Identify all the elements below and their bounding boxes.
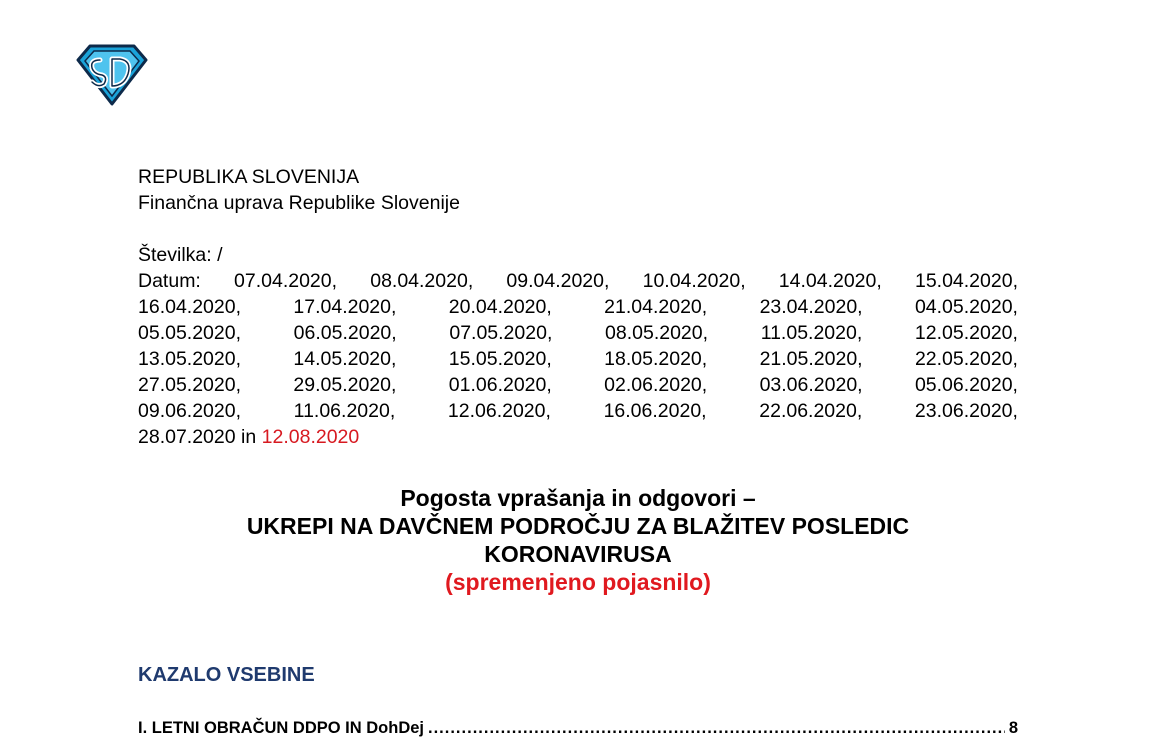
datum-value: 02.06.2020, <box>604 374 708 396</box>
title-line: KORONAVIRUSA <box>484 541 672 567</box>
datum-value: 05.05.2020, <box>138 322 242 344</box>
datum-connector: in <box>241 426 257 448</box>
datum-value: 11.05.2020, <box>760 322 863 344</box>
datum-value: 01.06.2020, <box>448 374 552 396</box>
datum-row <box>138 398 1018 424</box>
datum-value: 15.04.2020, <box>914 270 1018 292</box>
datum-value: 10.04.2020, <box>642 270 746 292</box>
datum-value: 14.04.2020, <box>778 270 882 292</box>
datum-value: 09.04.2020, <box>506 270 610 292</box>
datum-value: 12.06.2020, <box>447 400 551 422</box>
datum-label: Datum: <box>138 270 201 292</box>
datum-value: 17.04.2020, <box>293 296 397 318</box>
datum-value: 21.04.2020, <box>604 296 708 318</box>
datum-latest: 12.08.2020 <box>261 426 360 448</box>
datum-row <box>138 268 1018 294</box>
datum-value: 22.06.2020, <box>759 400 863 422</box>
toc-dot-leader <box>428 719 1005 738</box>
title-note: (spremenjeno pojasnilo) <box>445 569 711 595</box>
datum-value: 29.05.2020, <box>293 374 397 396</box>
datum-value: 12.05.2020, <box>914 322 1018 344</box>
datum-value: 13.05.2020, <box>138 348 242 370</box>
datum-value: 27.05.2020, <box>138 374 242 396</box>
datum-row <box>138 294 1018 320</box>
datum-value: 06.05.2020, <box>293 322 397 344</box>
datum-value: 04.05.2020, <box>914 296 1018 318</box>
header-block <box>138 164 1018 216</box>
datum-last-line <box>138 424 1018 450</box>
stevilka-label: Številka: <box>138 244 212 266</box>
document-title <box>138 484 1018 596</box>
datum-value: 11.06.2020, <box>293 400 396 422</box>
toc-entry-page: 8 <box>1008 719 1018 737</box>
toc-entry-label: I. LETNI OBRAČUN DDPO IN DohDej <box>138 719 425 737</box>
datum-value: 07.05.2020, <box>449 322 553 344</box>
datum-value: 03.06.2020, <box>759 374 863 396</box>
datum-value: 08.04.2020, <box>370 270 474 292</box>
datum-value: 16.04.2020, <box>138 296 242 318</box>
title-line: Pogosta vprašanja in odgovori – <box>400 485 756 511</box>
datum-row <box>138 372 1018 398</box>
datum-value: 05.06.2020, <box>914 374 1018 396</box>
datum-value: 07.04.2020, <box>234 270 338 292</box>
datum-value: 28.07.2020 <box>138 426 236 448</box>
sd-diamond-logo <box>76 44 148 106</box>
datum-value: 15.05.2020, <box>448 348 552 370</box>
document-meta <box>138 242 1018 450</box>
header-line-fu: Finančna uprava Republike Slovenije <box>138 192 460 214</box>
datum-value: 22.05.2020, <box>914 348 1018 370</box>
datum-value: 21.05.2020, <box>759 348 863 370</box>
datum-row <box>138 346 1018 372</box>
datum-value: 09.06.2020, <box>138 400 242 422</box>
stevilka-line <box>138 242 1018 268</box>
datum-value: 14.05.2020, <box>293 348 397 370</box>
header-line-republika: REPUBLIKA SLOVENIJA <box>138 166 360 188</box>
datum-value: 23.04.2020, <box>759 296 863 318</box>
stevilka-value: / <box>217 244 223 266</box>
datum-value: 16.06.2020, <box>603 400 707 422</box>
toc-entry[interactable] <box>138 719 1018 738</box>
datum-value: 23.06.2020, <box>914 400 1018 422</box>
datum-value: 08.05.2020, <box>605 322 709 344</box>
datum-value: 20.04.2020, <box>448 296 552 318</box>
datum-value: 18.05.2020, <box>604 348 708 370</box>
datum-row <box>138 320 1018 346</box>
toc-heading: KAZALO VSEBINE <box>138 664 315 686</box>
title-line: UKREPI NA DAVČNEM PODROČJU ZA BLAŽITEV POSLEDIC <box>246 513 910 539</box>
